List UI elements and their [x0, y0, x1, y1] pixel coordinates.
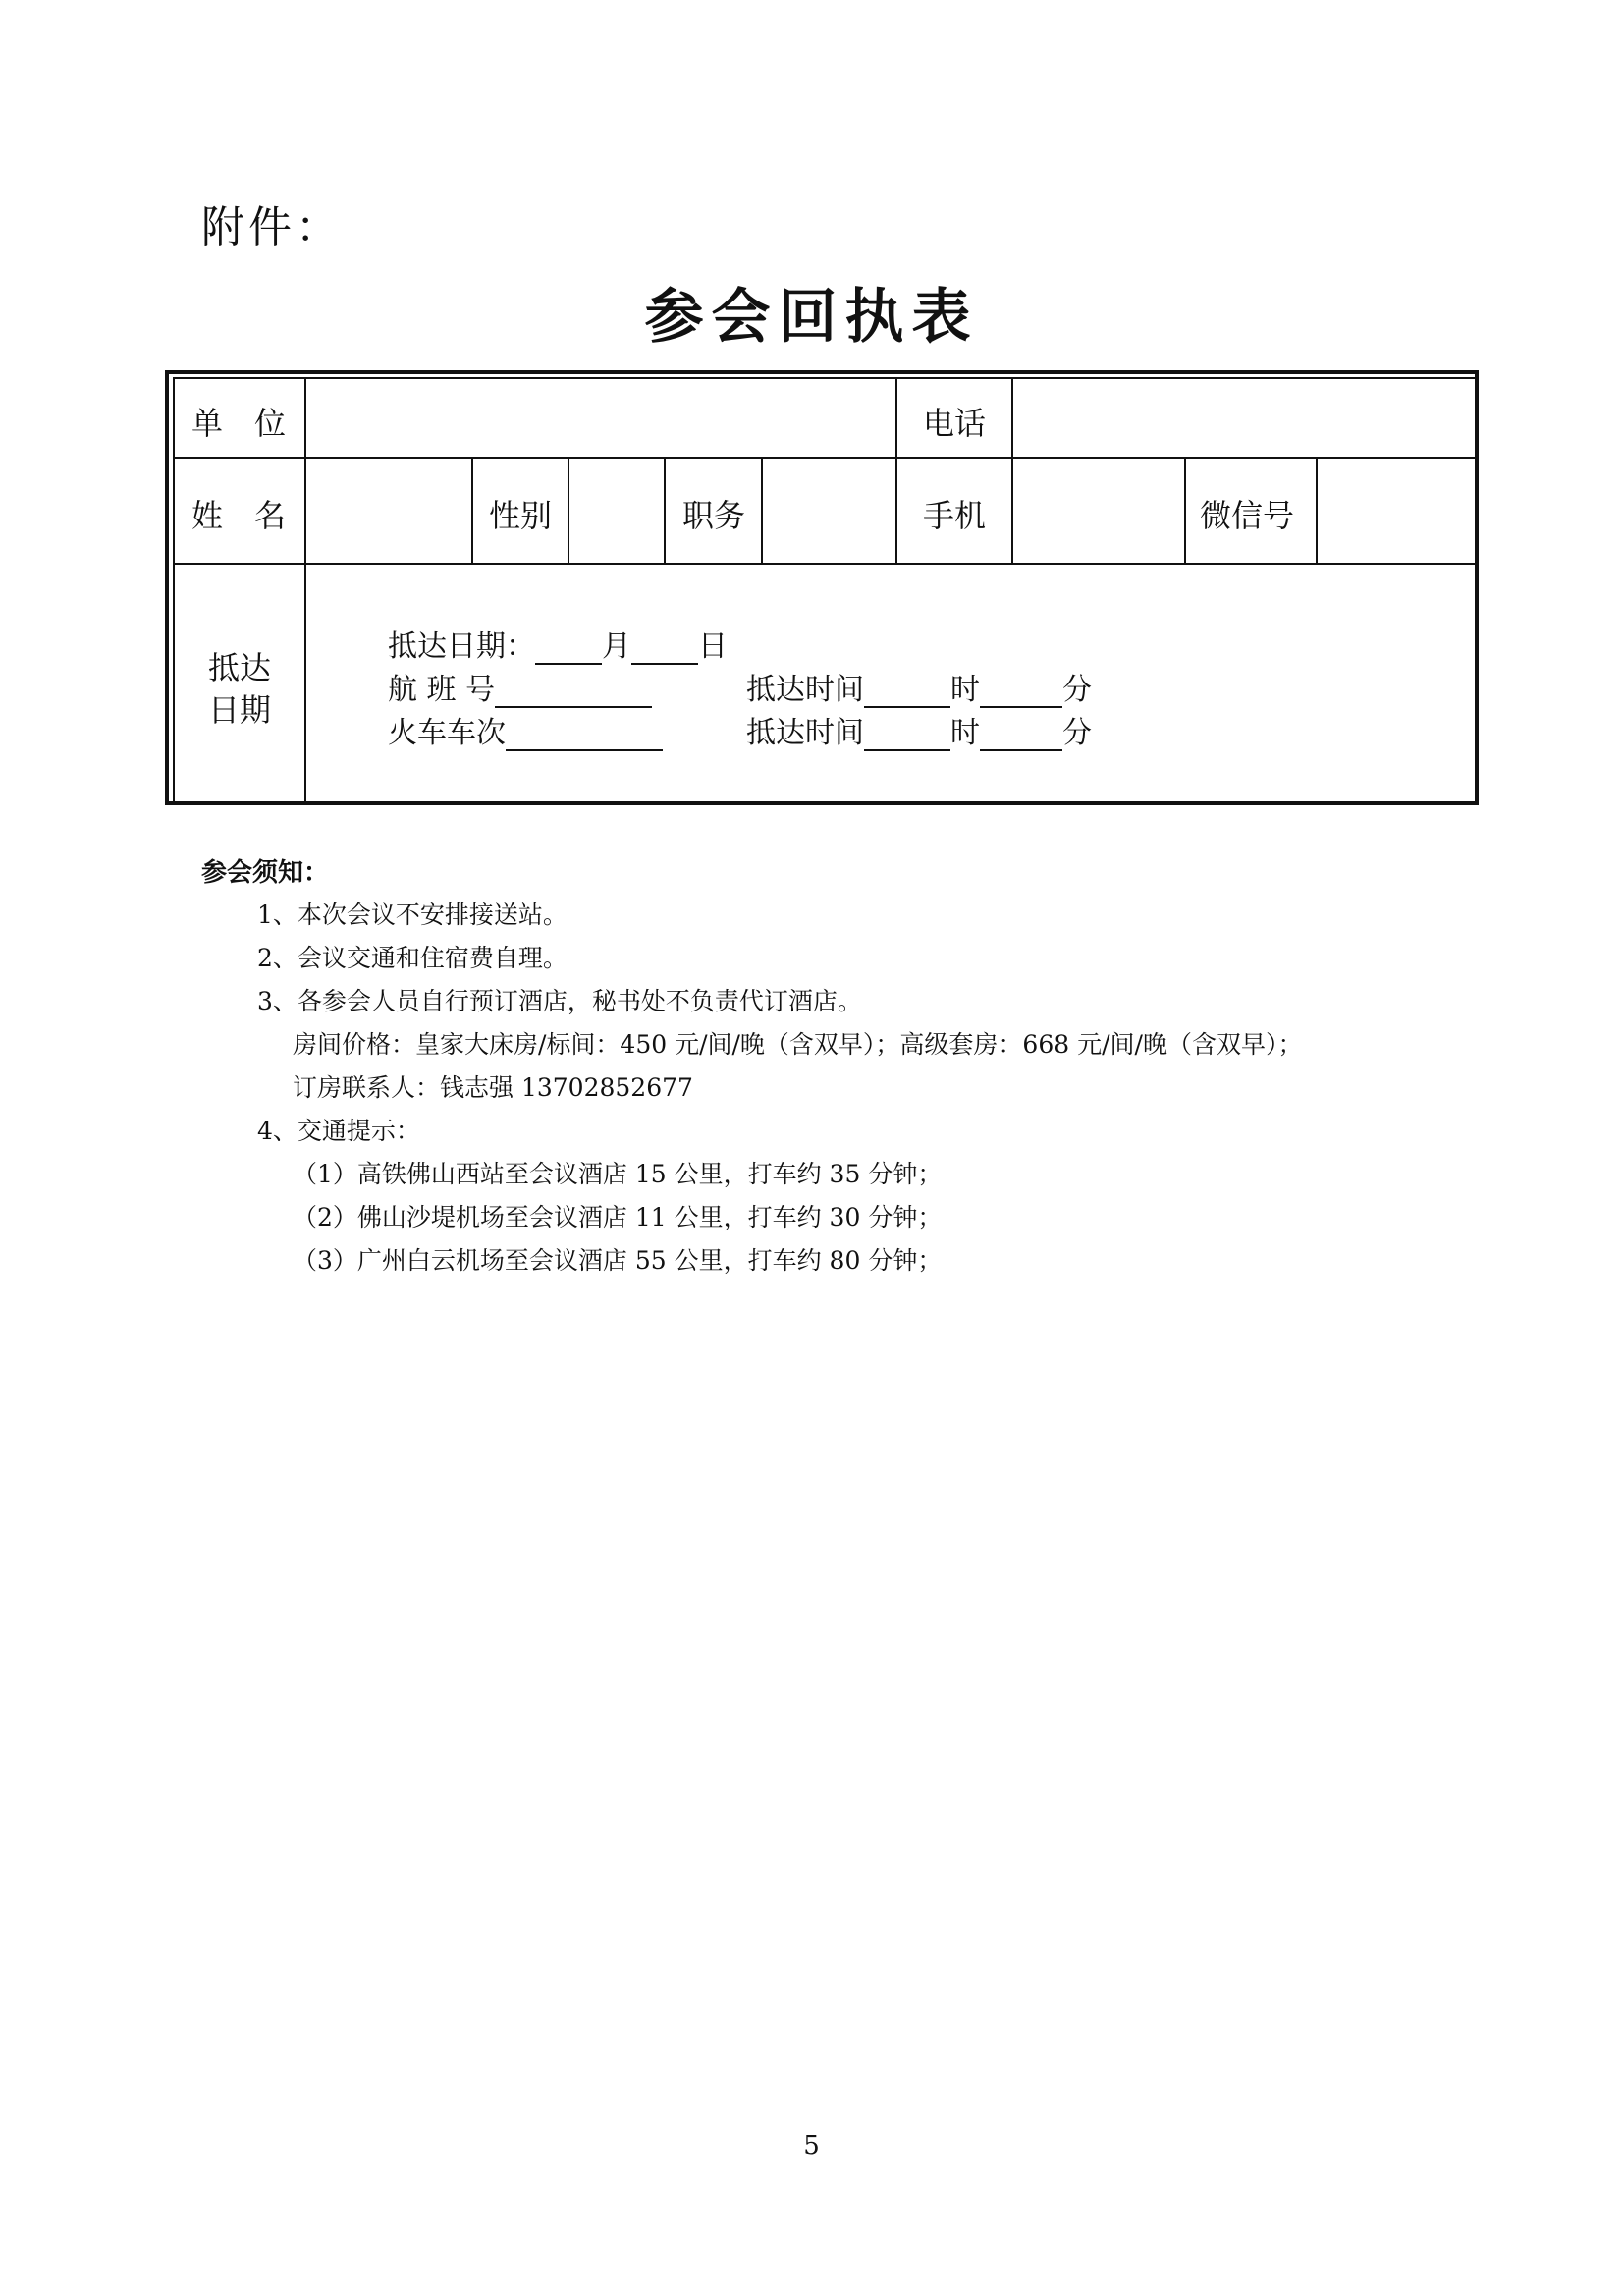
- month-input[interactable]: [535, 633, 602, 665]
- note-item: 2、会议交通和住宿费自理。: [257, 944, 568, 972]
- note-item: 订房联系人：钱志强 13702852677: [293, 1073, 693, 1102]
- notes-title: 参会须知：: [201, 858, 330, 888]
- gender-label: 性别: [489, 497, 553, 534]
- flight-arrival-time-label: 抵达时间: [746, 673, 864, 707]
- page-title: 参会回执表: [644, 283, 979, 352]
- flight-hour-input[interactable]: [864, 677, 950, 708]
- train-label: 火车车次: [388, 716, 506, 750]
- column-divider: [895, 377, 897, 563]
- position-input[interactable]: [763, 459, 893, 562]
- train-hour-label: 时: [950, 716, 980, 750]
- row-divider: [173, 563, 1479, 565]
- flight-time-line: [746, 665, 1092, 708]
- train-minute-label: 分: [1062, 716, 1092, 750]
- gender-input[interactable]: [569, 459, 662, 562]
- flight-number-input[interactable]: [495, 677, 652, 708]
- phone-input[interactable]: [1013, 379, 1477, 456]
- day-input[interactable]: [631, 633, 698, 665]
- train-time-line: [746, 708, 1092, 751]
- phone-label: 电话: [923, 405, 987, 442]
- flight-line: [388, 665, 652, 708]
- unit-label: 单 位: [191, 405, 287, 442]
- arrival-label-line1: 抵达: [208, 649, 272, 686]
- name-label: 姓 名: [191, 497, 287, 534]
- flight-minute-input[interactable]: [980, 677, 1062, 708]
- note-item: 3、各参会人员自行预订酒店，秘书处不负责代订酒店。: [257, 987, 862, 1015]
- unit-input[interactable]: [306, 379, 893, 456]
- train-arrival-time-label: 抵达时间: [746, 716, 864, 750]
- wechat-input[interactable]: [1318, 459, 1477, 562]
- mobile-input[interactable]: [1013, 459, 1182, 562]
- note-item: 4、交通提示：: [257, 1117, 420, 1145]
- wechat-label: 微信号: [1200, 497, 1295, 534]
- train-number-input[interactable]: [506, 720, 663, 751]
- day-label: 日: [698, 629, 728, 664]
- arrival-label-line2: 日期: [208, 691, 272, 729]
- column-divider: [664, 457, 666, 563]
- train-minute-input[interactable]: [980, 720, 1062, 751]
- arrival-date-prefix: 抵达日期：: [388, 629, 535, 664]
- flight-label: 航 班 号: [388, 673, 496, 707]
- attachment-label: 附件：: [201, 202, 343, 252]
- arrival-date-line: [388, 622, 728, 665]
- page-number: 5: [803, 2131, 820, 2160]
- month-label: 月: [602, 629, 631, 664]
- flight-minute-label: 分: [1062, 673, 1092, 707]
- note-item: （1）高铁佛山西站至会议酒店 15 公里，打车约 35 分钟；: [293, 1160, 943, 1188]
- train-line: [388, 708, 663, 751]
- note-item: 1、本次会议不安排接送站。: [257, 901, 568, 929]
- mobile-label: 手机: [923, 497, 987, 534]
- position-label: 职务: [682, 497, 746, 534]
- train-hour-input[interactable]: [864, 720, 950, 751]
- column-divider: [471, 457, 473, 563]
- name-input[interactable]: [306, 459, 469, 562]
- note-item: （2）佛山沙堤机场至会议酒店 11 公里，打车约 30 分钟；: [293, 1203, 943, 1231]
- note-item: 房间价格：皇家大床房/标间：450 元/间/晚（含双早）；高级套房：668 元/间/晚（含双早）；: [293, 1030, 1303, 1059]
- column-divider: [1184, 457, 1186, 563]
- flight-hour-label: 时: [950, 673, 980, 707]
- note-item: （3）广州白云机场至会议酒店 55 公里，打车约 80 分钟；: [293, 1246, 943, 1275]
